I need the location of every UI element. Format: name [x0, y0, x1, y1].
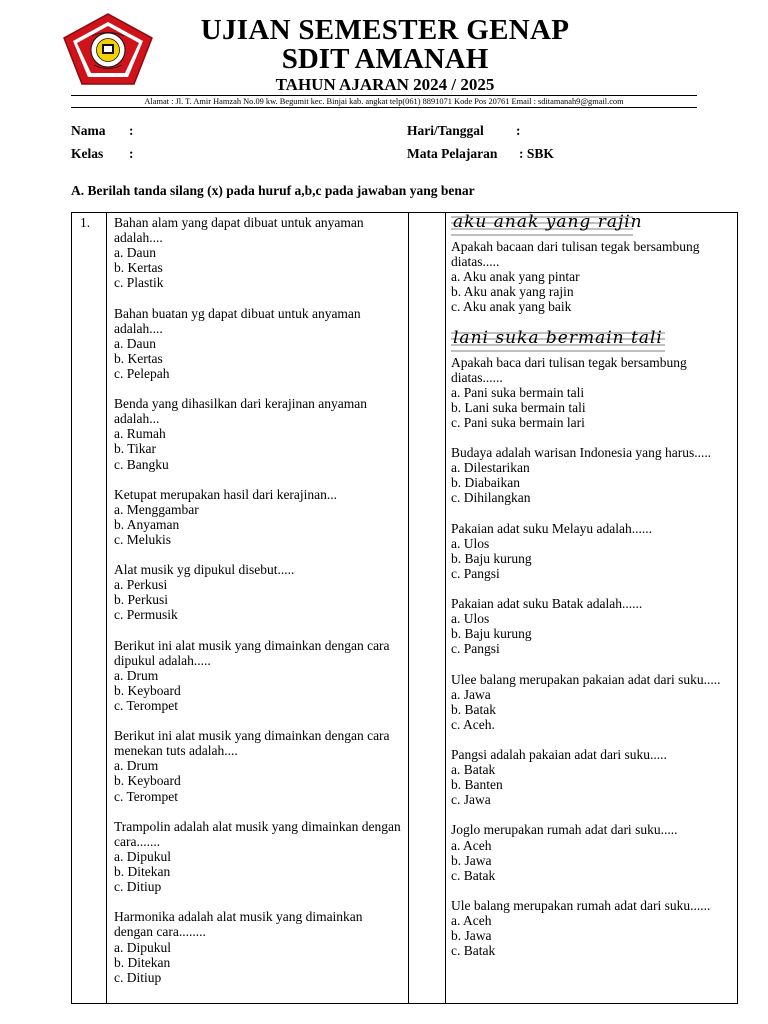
question-text: Budaya adalah warisan Indonesia yang harus.....: [451, 445, 712, 461]
option-a: a. Ulos: [451, 535, 490, 551]
question-item: [451, 327, 733, 430]
question-text: Apakah baca dari tulisan tegak bersambung diatas......: [451, 354, 687, 385]
option-c: c. Pangsi: [451, 565, 500, 581]
option-a: a. Dilestarikan: [451, 460, 530, 476]
question-item: [451, 747, 733, 807]
row-number: 1.: [80, 215, 91, 230]
option-c: c. Bangku: [114, 456, 169, 472]
question-text: Bahan buatan yg dapat dibuat untuk anyaman adalah....: [114, 305, 361, 336]
academic-year: TAHUN AJARAN 2024 / 2025: [275, 75, 495, 94]
field-kelas-colon: :: [129, 146, 134, 161]
question-text: Berikut ini alat musik yang dimainkan dengan cara dipukul adalah.....: [114, 637, 390, 668]
option-a: a. Drum: [114, 758, 159, 774]
exam-title: UJIAN SEMESTER GENAP: [200, 14, 570, 46]
option-c: c. Terompet: [114, 698, 179, 713]
school-address: Alamat : Jl. T. Amir Hamzah No.09 kw. Begumit kec. Binjai kab. angkat telp(061) 8891071 Kode Pos 20761 Email : sditamanah9@gmail.com: [144, 97, 624, 106]
option-b: b. Jawa: [451, 852, 492, 868]
option-a: a. Aku anak yang pintar: [451, 269, 580, 285]
question-text: Pangsi adalah pakaian adat dari suku.....: [451, 747, 667, 762]
option-c: c. Pelepah: [114, 365, 170, 381]
option-c: c. Pani suka bermain lari: [451, 414, 585, 430]
question-item: [451, 596, 733, 656]
option-c: c. Jawa: [451, 792, 491, 808]
school-logo: [62, 12, 154, 86]
option-b: b. Keyboard: [114, 773, 181, 789]
option-c: c. Terompet: [114, 788, 179, 804]
option-a: a. Ulos: [451, 611, 490, 627]
option-b: b. Kertas: [114, 350, 163, 366]
question-item: [114, 728, 404, 803]
question-item: [451, 672, 733, 732]
option-c: c. Aku anak yang baik: [451, 299, 572, 315]
option-a: a. Dipukul: [114, 848, 171, 864]
header-rule-bottom: [71, 107, 697, 108]
option-b: b. Baju kurung: [451, 626, 532, 642]
option-a: a. Dipukul: [114, 939, 171, 955]
option-b: b. Ditekan: [114, 864, 171, 880]
option-b: b. Aku anak yang rajin: [451, 284, 574, 300]
option-b: b. Perkusi: [114, 592, 168, 608]
question-text: Alat musik yg dipukul disebut.....: [114, 562, 295, 578]
option-b: b. Keyboard: [114, 682, 181, 698]
field-hari-colon: :: [516, 123, 521, 138]
field-nama-colon: :: [129, 123, 134, 138]
option-a: a. Daun: [114, 335, 156, 351]
option-c: c. Batak: [451, 867, 496, 883]
option-b: b. Diabaikan: [451, 475, 520, 491]
option-b: b. Tikar: [114, 441, 157, 457]
question-item: [114, 215, 404, 290]
cursive-writing-image: [451, 214, 733, 236]
option-c: c. Plastik: [114, 275, 164, 291]
left-question-column: [114, 215, 404, 985]
question-text: Ulee balang merupakan pakaian adat dari suku.....: [451, 671, 721, 687]
question-text: Joglo merupakan rumah adat dari suku.....: [451, 822, 678, 838]
option-b: b. Anyaman: [114, 516, 180, 532]
question-item: [451, 521, 733, 581]
field-nama: [71, 123, 134, 139]
option-b: b. Jawa: [451, 928, 492, 944]
option-b: b. Baju kurung: [451, 550, 532, 566]
option-a: a. Daun: [114, 245, 156, 261]
school-name: SDIT AMANAH: [281, 43, 489, 75]
option-a: a. Pani suka bermain tali: [451, 384, 585, 400]
option-a: a. Aceh: [451, 913, 492, 929]
section-a-instruction: A. Berilah tanda silang (x) pada huruf a,b,c pada jawaban yang benar: [71, 183, 475, 198]
question-item: [114, 396, 404, 471]
option-b: b. Batak: [451, 701, 496, 717]
option-a: a. Rumah: [114, 426, 166, 442]
question-item: [114, 562, 404, 622]
question-text: Pakaian adat suku Melayu adalah......: [451, 520, 652, 536]
option-c: c. Permusik: [114, 607, 178, 623]
option-a: a. Aceh: [451, 837, 492, 853]
question-item: [114, 306, 404, 381]
question-item: [451, 898, 733, 958]
option-c: c. Aceh.: [451, 716, 495, 732]
right-question-column: [451, 214, 733, 958]
option-c: c. Ditiup: [114, 969, 162, 985]
table-divider-middle: [408, 212, 409, 1004]
field-nama-label: Nama: [71, 123, 106, 138]
table-divider-number: [106, 212, 107, 1004]
question-text: Benda yang dihasilkan dari kerajinan anyaman adalah...: [114, 396, 368, 427]
question-text: Apakah bacaan dari tulisan tegak bersambung diatas.....: [451, 239, 700, 270]
question-item: [114, 487, 404, 547]
question-item: [114, 638, 404, 713]
option-a: a. Menggambar: [114, 501, 199, 517]
option-a: a. Jawa: [451, 686, 491, 702]
option-c: c. Melukis: [114, 531, 171, 547]
option-a: a. Perkusi: [114, 577, 168, 593]
option-c: c. Dihilangkan: [451, 490, 531, 506]
question-text: Trampolin adalah alat musik yang dimainkan dengan cara.......: [114, 818, 401, 849]
option-b: b. Lani suka bermain tali: [451, 399, 586, 415]
option-b: b. Ditekan: [114, 954, 171, 970]
option-c: c. Batak: [451, 943, 496, 959]
question-item: [451, 214, 733, 314]
cursive-writing-image: [451, 327, 733, 352]
cursive-text: aku anak yang rajin: [453, 212, 643, 232]
field-kelas-label: Kelas: [71, 146, 104, 161]
question-text: Berikut ini alat musik yang dimainkan dengan cara menekan tuts adalah....: [114, 728, 390, 759]
question-text: Harmonika adalah alat musik yang dimainkan dengan cara........: [114, 909, 363, 940]
question-text: Ule balang merupakan rumah adat dari suku......: [451, 897, 711, 913]
table-divider-right: [445, 212, 446, 1004]
option-a: a. Drum: [114, 667, 159, 683]
field-kelas: [71, 146, 134, 162]
question-item: [451, 822, 733, 882]
field-hari-label: Hari/Tanggal: [407, 123, 484, 138]
question-text: Ketupat merupakan hasil dari kerajinan...: [114, 486, 338, 502]
field-mapel-value: : SBK: [519, 146, 554, 161]
question-item: [451, 445, 733, 505]
question-item: [114, 819, 404, 894]
option-c: c. Ditiup: [114, 879, 162, 895]
option-b: b. Banten: [451, 777, 503, 793]
field-mapel-label: Mata Pelajaran: [407, 146, 498, 161]
question-item: [114, 909, 404, 984]
option-b: b. Kertas: [114, 260, 163, 276]
option-a: a. Batak: [451, 762, 496, 778]
field-mata-pelajaran: [407, 146, 554, 162]
question-text: Pakaian adat suku Batak adalah......: [451, 596, 643, 612]
field-hari-tanggal: [407, 123, 521, 139]
option-c: c. Pangsi: [451, 641, 500, 657]
cursive-text: lani suka bermain tali: [453, 327, 663, 348]
question-text: Bahan alam yang dapat dibuat untuk anyaman adalah....: [114, 215, 364, 246]
